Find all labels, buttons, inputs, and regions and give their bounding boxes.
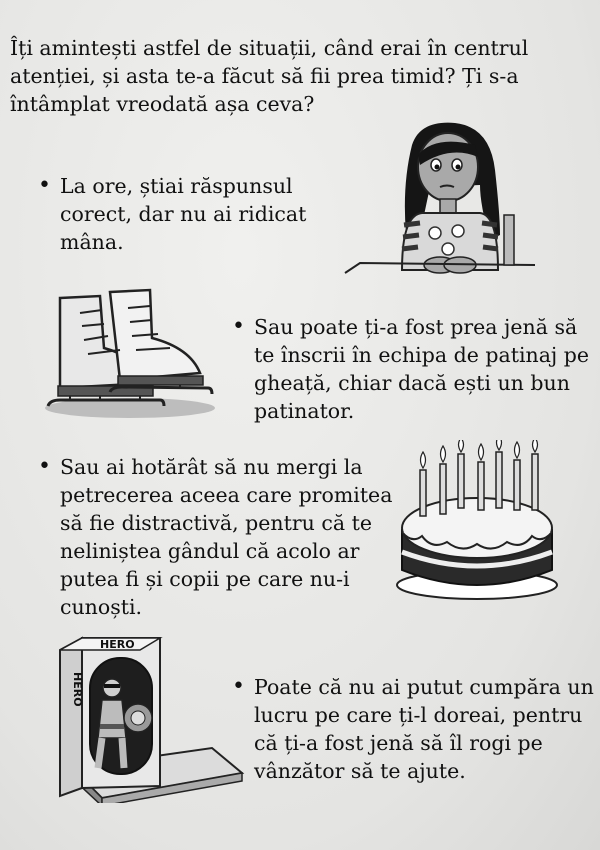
bullet-raise-hand: • La ore, știai răspunsul corect, dar nu ai ridicat mâna.: [38, 172, 320, 256]
hero-box-top-label: HERO: [100, 638, 135, 651]
worried-girl-at-table-icon: [340, 115, 540, 285]
birthday-cake-icon: [392, 440, 562, 605]
bullet-skating-team: • Sau poate ți-a fost prea jenă să te înscrii în echipa de patinaj pe gheață, chiar dacă ești un bun patinator.: [232, 313, 594, 425]
intro-paragraph: Îți amintești astfel de situații, când erai în centrul atenției, și asta te-a făcut să fii prea timid? Ți s-a întâmplat vreodată așa ceva?: [10, 36, 529, 116]
hero-toy-box-icon: [52, 628, 252, 803]
bullet-shop-help: • Poate că nu ai putut cumpăra un lucru pe care ți-l doreai, pentru că ți-a fost jenă să îl rogi pe vânzător să te ajute.: [232, 673, 600, 785]
bullet-party: • Sau ai hotărât să nu mergi la petrecerea aceea care promitea să fie distractivă, pentru că te neliniștea gândul că acolo ar putea fi și copii pe care nu-i cunoști.: [38, 453, 412, 621]
ice-skates-icon: [40, 288, 220, 423]
hero-box-side-label: HERO: [71, 672, 84, 707]
